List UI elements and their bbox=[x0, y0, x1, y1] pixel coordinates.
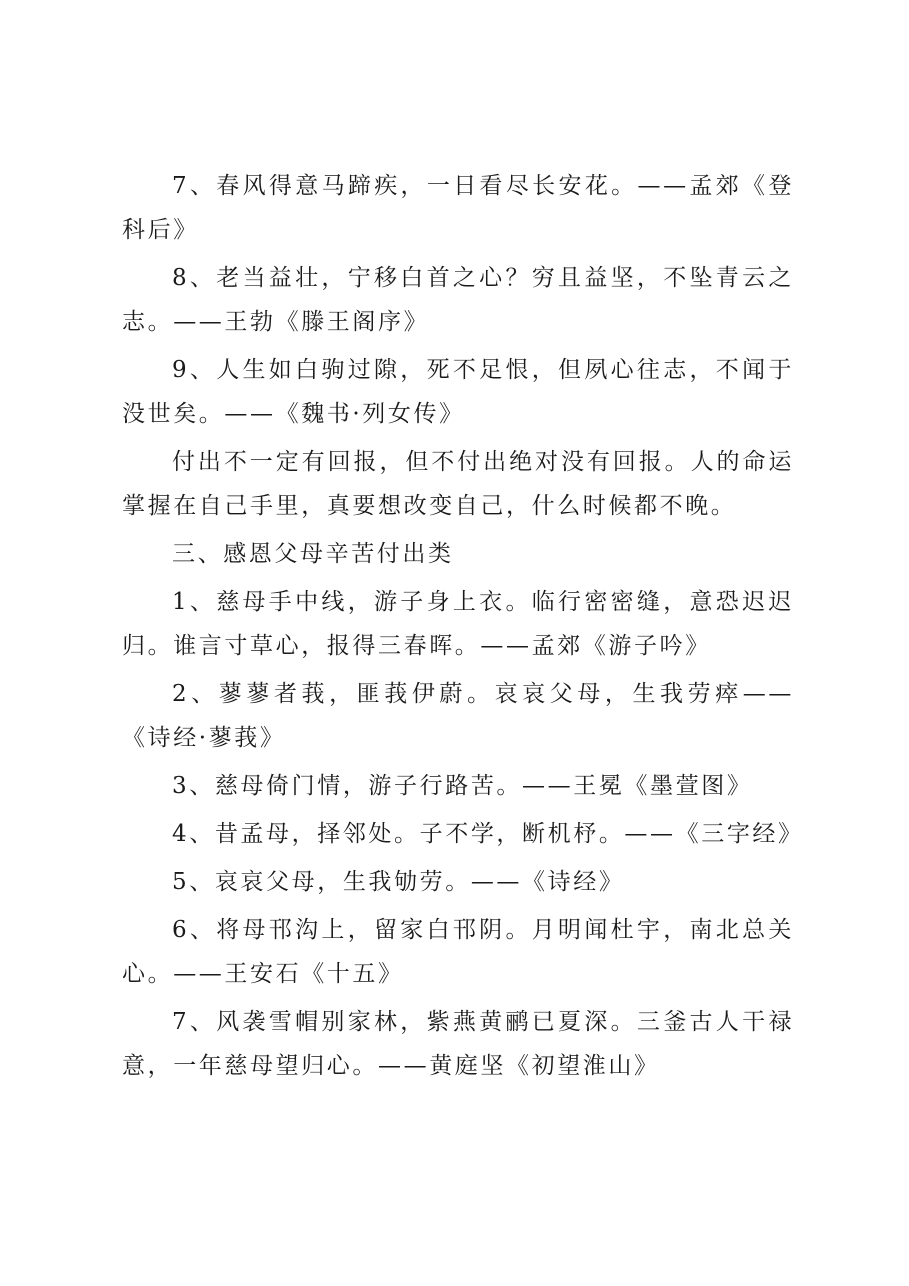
section-heading-parents: 三、感恩父母辛苦付出类 bbox=[172, 541, 454, 567]
paragraph-quote-4-san-zi-jing: 4、昔孟母，择邻处。子不学，断机杼。——《三字经》 bbox=[172, 821, 804, 847]
paragraph-quote-5-shi-jing: 5、哀哀父母，生我劬劳。——《诗经》 bbox=[172, 869, 625, 895]
document-body bbox=[122, 164, 804, 1092]
paragraph-quote-8-wang-bo: 8、老当益壮，宁移白首之心？穷且益坚，不坠青云之志。——王勃《滕王阁序》 bbox=[122, 265, 794, 335]
paragraph-quote-3-wang-mian: 3、慈母倚门情，游子行路苦。——王冕《墨萱图》 bbox=[172, 773, 753, 799]
paragraph-quote-9-wei-shu: 9、人生如白驹过隙，死不足恨，但夙心往志，不闻于没世矣。——《魏书·列女传》 bbox=[122, 357, 794, 427]
paragraph-quote-7-huang-tingjian: 7、风袭雪帽别家林，紫燕黄鹂已夏深。三釜古人干禄意，一年慈母望归心。——黄庭坚《初望淮山》 bbox=[122, 1009, 794, 1079]
paragraph-summary: 付出不一定有回报，但不付出绝对没有回报。人的命运掌握在自己手里，真要想改变自己，什么时候都不晚。 bbox=[122, 449, 794, 519]
paragraph-quote-7-meng-jiao: 7、春风得意马蹄疾，一日看尽长安花。——孟郊《登科后》 bbox=[122, 173, 794, 243]
paragraph-quote-2-shi-jing-lu-e: 2、蓼蓼者莪，匪莪伊蔚。哀哀父母，生我劳瘁——《诗经·蓼莪》 bbox=[122, 681, 794, 751]
paragraph-quote-6-wang-anshi: 6、将母邗沟上，留家白邗阴。月明闻杜宇，南北总关心。——王安石《十五》 bbox=[122, 917, 794, 987]
paragraph-quote-1-you-zi-yin: 1、慈母手中线，游子身上衣。临行密密缝，意恐迟迟归。谁言寸草心，报得三春晖。——孟郊《游子吟》 bbox=[122, 589, 794, 659]
